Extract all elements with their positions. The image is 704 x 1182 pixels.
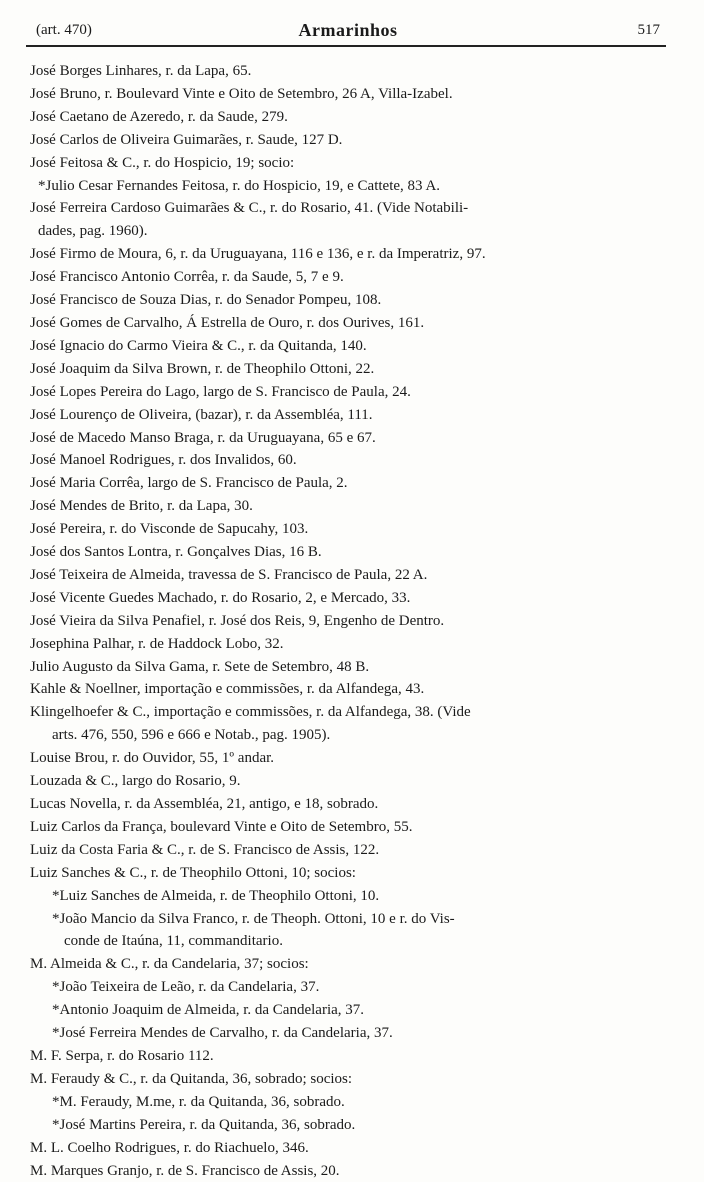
directory-entry-continuation: *M. Feraudy, M.me, r. da Quitanda, 36, sobrado. [30, 1091, 670, 1114]
directory-entry: José Vicente Guedes Machado, r. do Rosario, 2, e Mercado, 33. [30, 587, 670, 610]
directory-entry: José de Macedo Manso Braga, r. da Uruguayana, 65 e 67. [30, 427, 670, 450]
directory-entry-continuation: *Luiz Sanches de Almeida, r. de Theophilo Ottoni, 10. [30, 885, 670, 908]
directory-entry: Louzada & C., largo do Rosario, 9. [30, 770, 670, 793]
directory-entry: José Lopes Pereira do Lago, largo de S. Francisco de Paula, 24. [30, 381, 670, 404]
directory-entry: Kahle & Noellner, importação e commissões, r. da Alfandega, 43. [30, 678, 670, 701]
directory-entry: José Firmo de Moura, 6, r. da Uruguayana, 116 e 136, e r. da Imperatriz, 97. [30, 243, 670, 266]
directory-entry-continuation: *João Mancio da Silva Franco, r. de Theoph. Ottoni, 10 e r. do Vis- [30, 908, 670, 931]
directory-entry: José Manoel Rodrigues, r. dos Invalidos, 60. [30, 449, 670, 472]
directory-entry: José Feitosa & C., r. do Hospicio, 19; socio: [30, 152, 670, 175]
section-title: Armarinhos [26, 20, 670, 41]
directory-entry: José Ferreira Cardoso Guimarães & C., r. do Rosario, 41. (Vide Notabili- [30, 197, 670, 220]
directory-entry: Josephina Palhar, r. de Haddock Lobo, 32. [30, 633, 670, 656]
directory-entry: M. Almeida & C., r. da Candelaria, 37; socios: [30, 953, 670, 976]
directory-entry-continuation: *Julio Cesar Fernandes Feitosa, r. do Hospicio, 19, e Cattete, 83 A. [30, 175, 670, 198]
directory-entry: M. Feraudy & C., r. da Quitanda, 36, sobrado; socios: [30, 1068, 670, 1091]
directory-entry: M. F. Serpa, r. do Rosario 112. [30, 1045, 670, 1068]
directory-entry: José Joaquim da Silva Brown, r. de Theophilo Ottoni, 22. [30, 358, 670, 381]
directory-entry: José Gomes de Carvalho, Á Estrella de Ouro, r. dos Ourives, 161. [30, 312, 670, 335]
page-number: 517 [638, 22, 661, 39]
directory-entry: Luiz Sanches & C., r. de Theophilo Ottoni, 10; socios: [30, 862, 670, 885]
directory-entry-continuation: *Antonio Joaquim de Almeida, r. da Candelaria, 37. [30, 999, 670, 1022]
directory-entry: Luiz Carlos da França, boulevard Vinte e Oito de Setembro, 55. [30, 816, 670, 839]
directory-entry: José Borges Linhares, r. da Lapa, 65. [30, 60, 670, 83]
directory-entry: José dos Santos Lontra, r. Gonçalves Dias, 16 B. [30, 541, 670, 564]
directory-entry: José Francisco Antonio Corrêa, r. da Saude, 5, 7 e 9. [30, 266, 670, 289]
directory-entry-continuation: *José Martins Pereira, r. da Quitanda, 36, sobrado. [30, 1114, 670, 1137]
directory-entry: José Bruno, r. Boulevard Vinte e Oito de Setembro, 26 A, Villa-Izabel. [30, 83, 670, 106]
directory-entry: José Carlos de Oliveira Guimarães, r. Saude, 127 D. [30, 129, 670, 152]
directory-entry: José Vieira da Silva Penafiel, r. José dos Reis, 9, Engenho de Dentro. [30, 610, 670, 633]
directory-entry: Luiz da Costa Faria & C., r. de S. Francisco de Assis, 122. [30, 839, 670, 862]
directory-entry: M. Marques Granjo, r. de S. Francisco de Assis, 20. [30, 1160, 670, 1182]
directory-entry: M. L. Coelho Rodrigues, r. do Riachuelo, 346. [30, 1137, 670, 1160]
directory-entry: José Teixeira de Almeida, travessa de S. Francisco de Paula, 22 A. [30, 564, 670, 587]
directory-entry: José Caetano de Azeredo, r. da Saude, 279. [30, 106, 670, 129]
directory-entry: Julio Augusto da Silva Gama, r. Sete de Setembro, 48 B. [30, 656, 670, 679]
directory-entry-continuation: *José Ferreira Mendes de Carvalho, r. da Candelaria, 37. [30, 1022, 670, 1045]
directory-entry: José Lourenço de Oliveira, (bazar), r. da Assembléa, 111. [30, 404, 670, 427]
directory-entry-continuation: conde de Itaúna, 11, commanditario. [30, 930, 670, 953]
header-rule [26, 45, 666, 47]
directory-entry-continuation: arts. 476, 550, 596 e 666 e Notab., pag. 1905). [30, 724, 670, 747]
directory-entry: Lucas Novella, r. da Assembléa, 21, antigo, e 18, sobrado. [30, 793, 670, 816]
directory-entry: Louise Brou, r. do Ouvidor, 55, 1º andar. [30, 747, 670, 770]
directory-entry: José Maria Corrêa, largo de S. Francisco de Paula, 2. [30, 472, 670, 495]
article-reference: (art. 470) [36, 22, 92, 39]
page-header [26, 20, 670, 44]
directory-entry: José Pereira, r. do Visconde de Sapucahy, 103. [30, 518, 670, 541]
entry-list [30, 60, 670, 1182]
directory-entry: José Ignacio do Carmo Vieira & C., r. da Quitanda, 140. [30, 335, 670, 358]
directory-entry-continuation: dades, pag. 1960). [30, 220, 670, 243]
directory-entry: Klingelhoefer & C., importação e commissões, r. da Alfandega, 38. (Vide [30, 701, 670, 724]
directory-entry-continuation: *João Teixeira de Leão, r. da Candelaria, 37. [30, 976, 670, 999]
directory-entry: José Mendes de Brito, r. da Lapa, 30. [30, 495, 670, 518]
directory-entry: José Francisco de Souza Dias, r. do Senador Pompeu, 108. [30, 289, 670, 312]
